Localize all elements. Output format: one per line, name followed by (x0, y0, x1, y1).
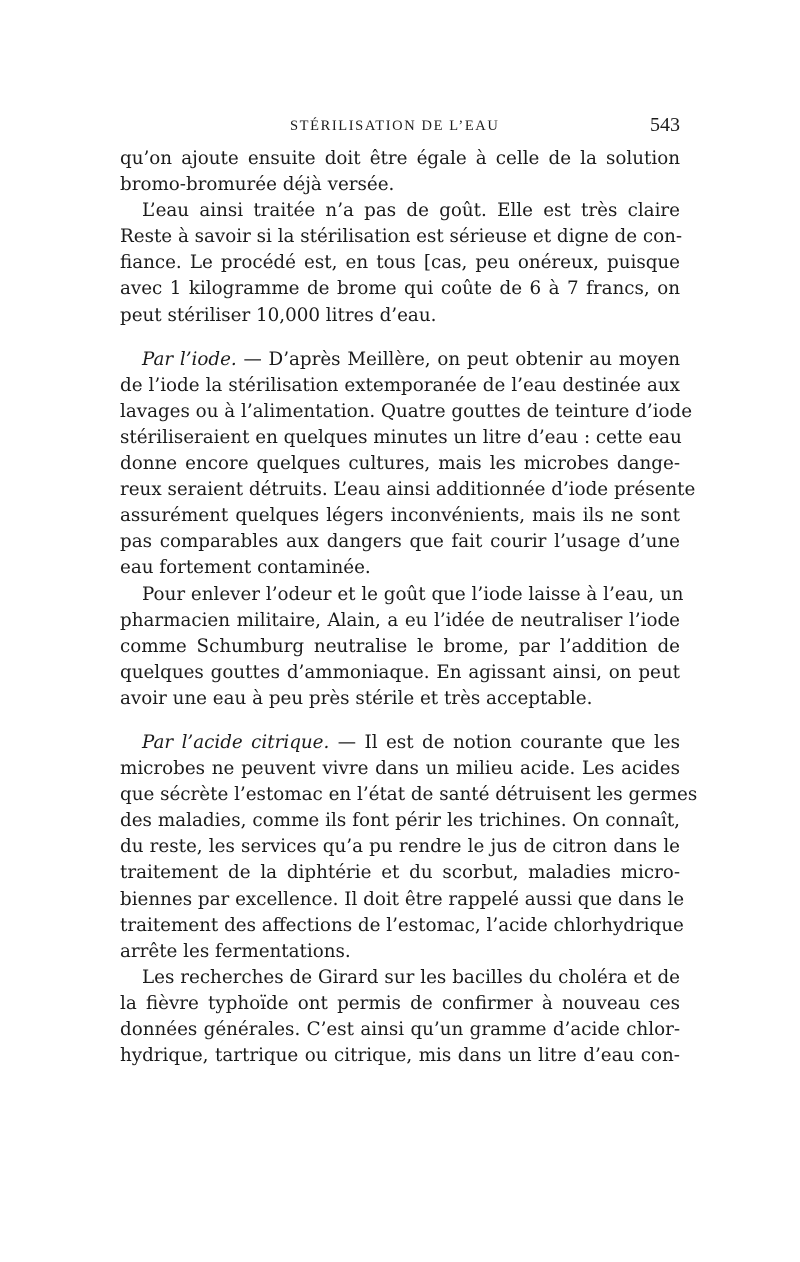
text-line: avoir une eau à peu près stérile et très acceptable. (120, 687, 593, 709)
text-line: Les recherches de Girard sur les bacilles du choléra et de (142, 966, 680, 988)
text-line: donne encore quelques cultures, mais les microbes dange- (120, 453, 680, 475)
text-line: peut stériliser 10,000 litres d’eau. (120, 304, 437, 326)
text-line: biennes par excellence. Il doit être rappelé aussi que dans le (120, 888, 685, 910)
text-line: bromo-bromurée déjà versée. (120, 174, 395, 196)
text-line: reux seraient détruits. L’eau ainsi additionnée d’iode présente (120, 479, 696, 501)
section-heading-iode: Par l’iode. (142, 348, 237, 370)
text-line: eau fortement contaminée. (120, 557, 371, 579)
text-line: pas comparables aux dangers que fait courir l’usage d’une (120, 531, 680, 553)
text-line: stériliseraient en quelques minutes un litre d’eau : cette eau (120, 426, 682, 448)
paragraph (120, 965, 680, 1069)
text-line: L’eau ainsi traitée n’a pas de goût. Elle est très claire (142, 200, 680, 222)
text-line: que sécrète l’estomac en l’état de santé détruisent les germes (120, 784, 698, 806)
page-number: 543 (650, 114, 680, 136)
section-gap (120, 712, 680, 730)
paragraph-iode (120, 347, 696, 582)
book-page (120, 112, 698, 1069)
text-line: fiance. Le procédé est, en tous [cas, peu onéreux, puisque (120, 252, 680, 274)
text-line (120, 730, 680, 756)
paragraph (120, 198, 683, 328)
running-title: STÉRILISATION DE L’EAU (290, 118, 500, 134)
text-line: comme Schumburg neutralise le brome, par l’addition de (120, 635, 680, 657)
text-line: données générales. C’est ainsi qu’un gramme d’acide chlor- (120, 1019, 680, 1040)
text-line: Reste à savoir si la stérilisation est sérieuse et digne de con- (120, 226, 683, 248)
section-gap (120, 329, 680, 347)
text-line: la fièvre typhoïde ont permis de confirmer à nouveau ces (120, 992, 680, 1014)
text-line: pharmacien militaire, Alain, a eu l’idée de neutraliser l’iode (120, 609, 680, 631)
text-line: lavages ou à l’alimentation. Quatre gouttes de teinture d’iode (120, 400, 693, 422)
paragraph (120, 146, 680, 198)
text-line: du reste, les services qu’a pu rendre le jus de citron dans le (120, 836, 680, 858)
text-line: des maladies, comme ils font périr les trichines. On connaît, (120, 810, 680, 832)
text-line (120, 347, 680, 373)
text-line: Pour enlever l’odeur et le goût que l’iode laisse à l’eau, un (142, 583, 684, 605)
section-heading-acide-citrique: Par l’acide citrique. (142, 731, 330, 753)
text-line: arrête les fermentations. (120, 940, 351, 962)
text-line: qu’on ajoute ensuite doit être égale à celle de la solution (120, 148, 680, 169)
text-line: avec 1 kilogramme de brome qui coûte de 6 à 7 francs, on (120, 278, 680, 300)
text-fragment: — D’après Meillère, on peut obtenir au moyen (236, 348, 680, 370)
paragraph-acide-citrique (120, 730, 698, 965)
text-line: traitement des affections de l’estomac, l’acide chlorhydrique (120, 914, 684, 936)
text-line: de l’iode la stérilisation extemporanée de l’eau destinée aux (120, 374, 680, 396)
text-line: traitement de la diphtérie et du scorbut, maladies micro- (120, 862, 680, 884)
text-fragment: — Il est de notion courante que les (329, 731, 680, 753)
running-head (120, 112, 680, 146)
text-line: assurément quelques légers inconvénients, mais ils ne sont (120, 505, 680, 527)
text-line: hydrique, tartrique ou citrique, mis dans un litre d’eau con- (120, 1045, 680, 1067)
text-line: quelques gouttes d’ammoniaque. En agissant ainsi, on peut (120, 661, 680, 683)
text-line: microbes ne peuvent vivre dans un milieu acide. Les acides (120, 758, 680, 780)
paragraph (120, 582, 684, 712)
